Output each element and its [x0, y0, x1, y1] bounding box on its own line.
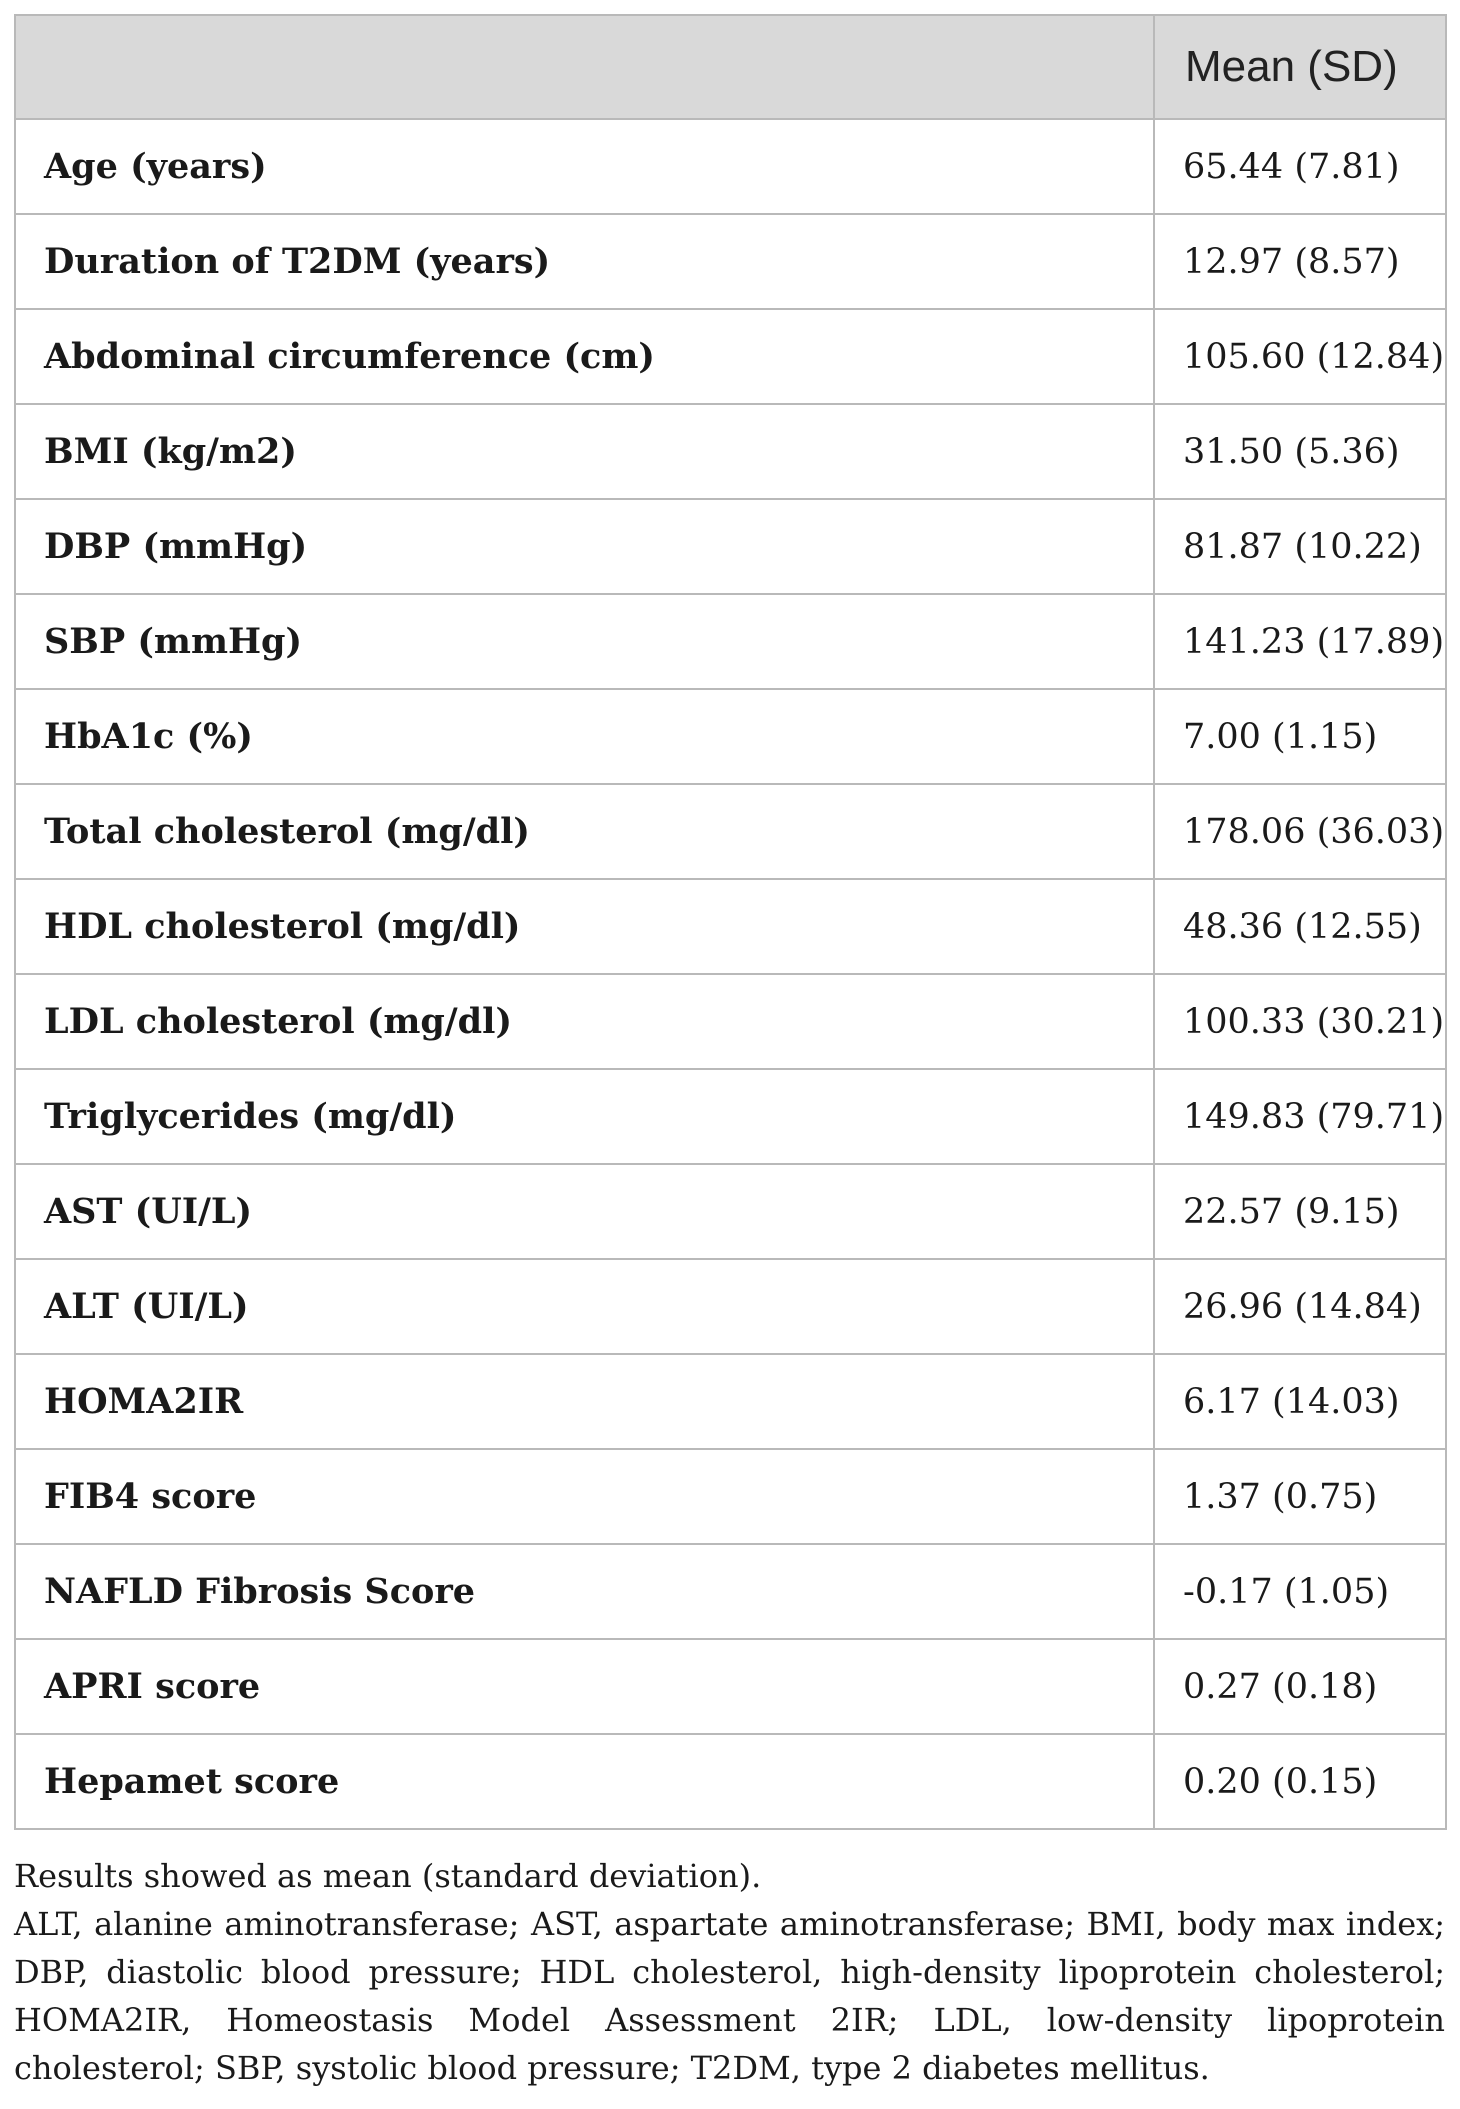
row-value: 0.20 (0.15) — [1154, 1734, 1446, 1829]
row-value: -0.17 (1.05) — [1154, 1544, 1446, 1639]
table-row — [15, 689, 1446, 784]
footnote-note: Results showed as mean (standard deviation). — [14, 1857, 762, 1895]
footnote-abbreviations: ALT, alanine aminotransferase; AST, aspartate aminotransferase; BMI, body max index; DBP, diastolic blood pressure; HDL cholesterol, high-density lipoprotein cholesterol; HOMA2IR, Homeostasis Model Assessment 2IR; LDL, low-density lipoprotein cholesterol; SBP, systolic blood pressure; T2DM, type 2 diabetes mellitus. — [14, 1905, 1445, 2087]
row-variable: FIB4 score — [15, 1449, 1154, 1544]
row-value: 12.97 (8.57) — [1154, 214, 1446, 309]
row-value: 100.33 (30.21) — [1154, 974, 1446, 1069]
table-row — [15, 1164, 1446, 1259]
table-row — [15, 1354, 1446, 1449]
table-row — [15, 404, 1446, 499]
table-footnote — [14, 1852, 1445, 2092]
row-value: 26.96 (14.84) — [1154, 1259, 1446, 1354]
table-row — [15, 1734, 1446, 1829]
row-variable: Hepamet score — [15, 1734, 1154, 1829]
row-variable: HDL cholesterol (mg/dl) — [15, 879, 1154, 974]
table-row — [15, 974, 1446, 1069]
row-value: 0.27 (0.18) — [1154, 1639, 1446, 1734]
row-value: 31.50 (5.36) — [1154, 404, 1446, 499]
table-header-row — [15, 15, 1446, 119]
table-row — [15, 119, 1446, 214]
row-variable: Total cholesterol (mg/dl) — [15, 784, 1154, 879]
row-variable: Abdominal circumference (cm) — [15, 309, 1154, 404]
row-value: 81.87 (10.22) — [1154, 499, 1446, 594]
table-row — [15, 594, 1446, 689]
results-table — [14, 14, 1447, 1830]
row-value: 7.00 (1.15) — [1154, 689, 1446, 784]
row-variable: BMI (kg/m2) — [15, 404, 1154, 499]
row-variable: HOMA2IR — [15, 1354, 1154, 1449]
row-value: 105.60 (12.84) — [1154, 309, 1446, 404]
row-value: 141.23 (17.89) — [1154, 594, 1446, 689]
row-variable: APRI score — [15, 1639, 1154, 1734]
row-variable: HbA1c (%) — [15, 689, 1154, 784]
table-row — [15, 214, 1446, 309]
row-value: 65.44 (7.81) — [1154, 119, 1446, 214]
table-row — [15, 879, 1446, 974]
header-variable — [15, 15, 1154, 119]
table-row — [15, 1639, 1446, 1734]
row-value: 1.37 (0.75) — [1154, 1449, 1446, 1544]
row-variable: ALT (UI/L) — [15, 1259, 1154, 1354]
row-value: 6.17 (14.03) — [1154, 1354, 1446, 1449]
row-variable: LDL cholesterol (mg/dl) — [15, 974, 1154, 1069]
row-variable: DBP (mmHg) — [15, 499, 1154, 594]
row-variable: Age (years) — [15, 119, 1154, 214]
table-row — [15, 499, 1446, 594]
table-row — [15, 309, 1446, 404]
row-variable: NAFLD Fibrosis Score — [15, 1544, 1154, 1639]
table-row — [15, 1259, 1446, 1354]
row-variable: AST (UI/L) — [15, 1164, 1154, 1259]
row-variable: Triglycerides (mg/dl) — [15, 1069, 1154, 1164]
row-value: 22.57 (9.15) — [1154, 1164, 1446, 1259]
row-value: 178.06 (36.03) — [1154, 784, 1446, 879]
results-table-container — [14, 14, 1445, 1830]
row-value: 149.83 (79.71) — [1154, 1069, 1446, 1164]
table-row — [15, 784, 1446, 879]
table-row — [15, 1544, 1446, 1639]
row-variable: SBP (mmHg) — [15, 594, 1154, 689]
table-row — [15, 1449, 1446, 1544]
row-value: 48.36 (12.55) — [1154, 879, 1446, 974]
row-variable: Duration of T2DM (years) — [15, 214, 1154, 309]
table-row — [15, 1069, 1446, 1164]
header-mean-sd: Mean (SD) — [1154, 15, 1446, 119]
